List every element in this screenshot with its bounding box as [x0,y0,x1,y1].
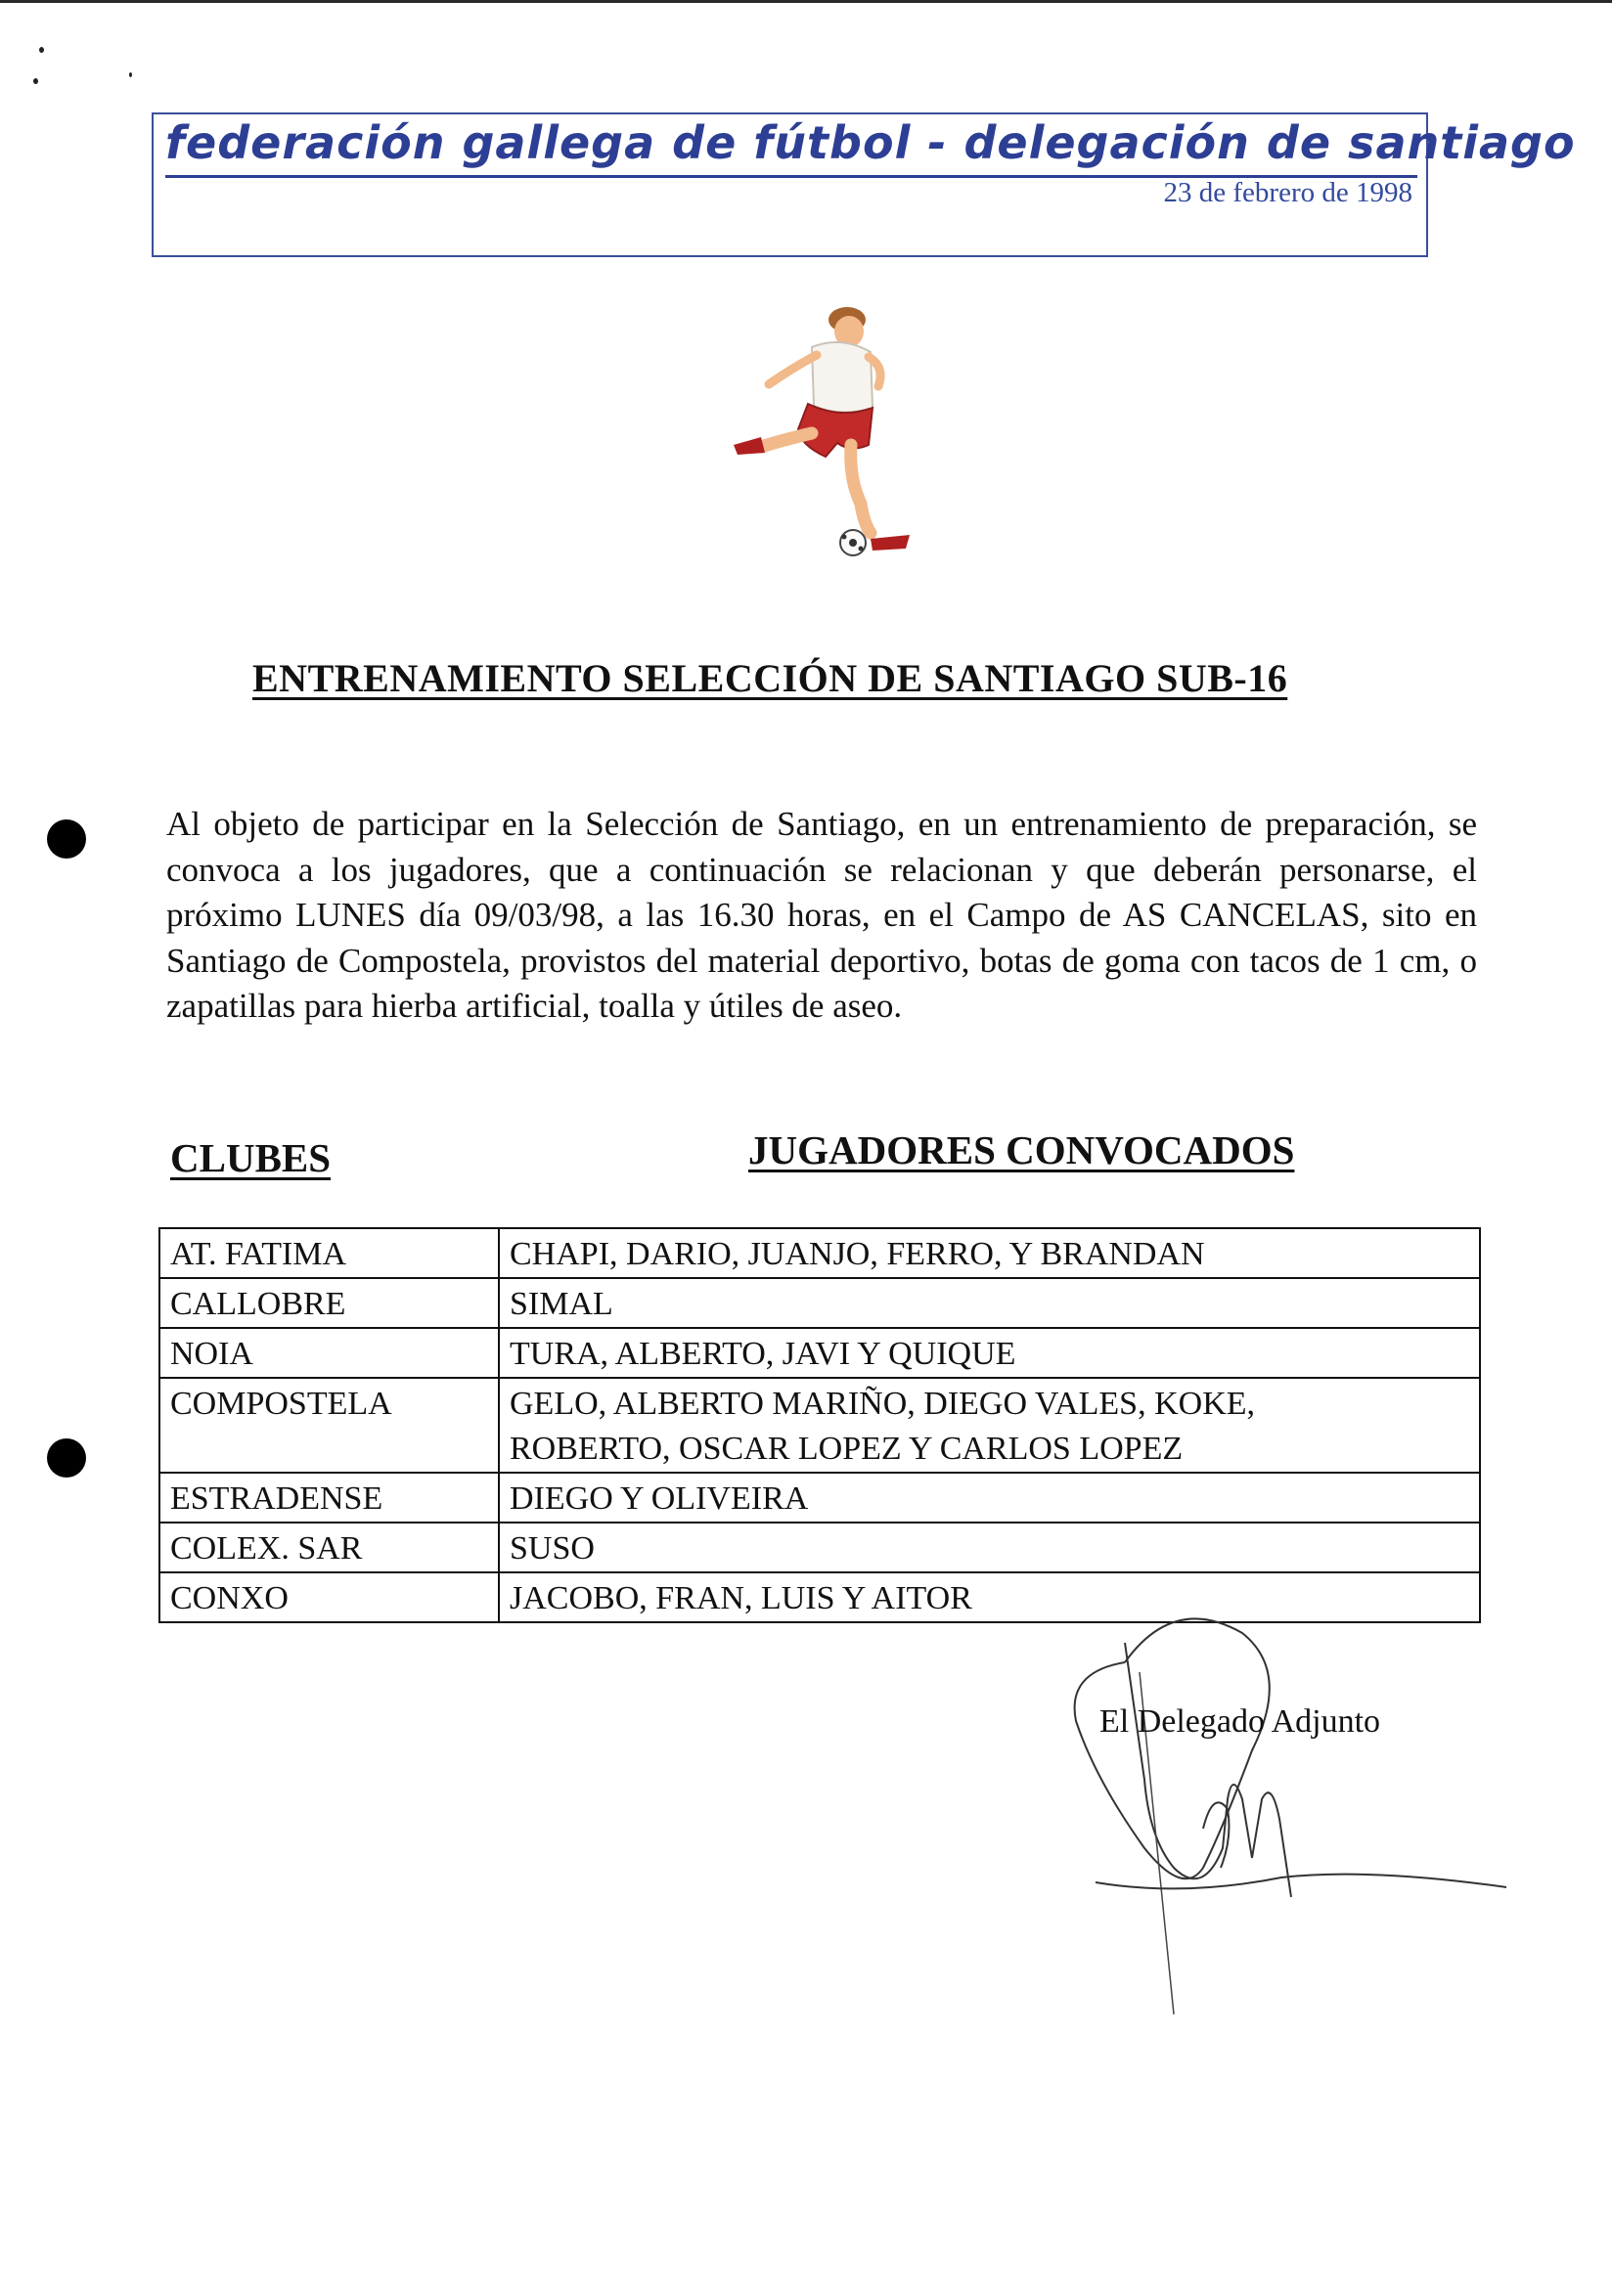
scan-speck [129,72,132,77]
players-cell: SUSO [499,1523,1480,1572]
players-cell: SIMAL [499,1278,1480,1328]
clubs-heading: CLUBES [170,1135,332,1180]
scan-speck [39,47,44,53]
top-border-line [0,0,1612,3]
club-cell: NOIA [159,1328,499,1378]
document-date: 23 de febrero de 1998 [1163,177,1412,208]
scan-speck [33,78,38,84]
table-row [159,1278,1480,1328]
table-row [159,1228,1480,1278]
players-cell: TURA, ALBERTO, JAVI Y QUIQUE [499,1328,1480,1378]
table-row [159,1328,1480,1378]
players-cell: DIEGO Y OLIVEIRA [499,1473,1480,1523]
club-cell: CONXO [159,1572,499,1622]
soccer-player-kicking-icon [704,298,929,567]
signature-role: El Delegado Adjunto [1099,1703,1381,1740]
club-cell: CALLOBRE [159,1278,499,1328]
club-cell: COLEX. SAR [159,1523,499,1572]
organization-name: federación gallega de fútbol - delegación de santiago [165,116,1576,169]
document-title: ENTRENAMIENTO SELECCIÓN DE SANTIAGO SUB-16 [252,656,1288,700]
body-paragraph: Al objeto de participar en la Selección de Santiago, en un entrenamiento de preparación, se convoca a los jugadores, que a continuación se relacionan y que deberán personarse, el próximo LUNES día 09/03/98, a las 16.30 horas, en el Campo de AS CANCELAS, sito en Santiago de Compostela, provistos del material deportivo, botas de goma con tacos de 1 cm, o zapatillas para hierba artificial, toalla y útiles de aseo. [166,805,1477,1025]
table-row [159,1378,1480,1473]
punch-hole-bottom [47,1438,86,1478]
table-row [159,1523,1480,1572]
punch-hole-top [47,819,86,859]
table-row [159,1473,1480,1523]
players-heading: JUGADORES CONVOCADOS [748,1127,1295,1172]
letterhead-box [152,112,1576,257]
club-cell: COMPOSTELA [159,1378,499,1473]
handwritten-signature [1056,1604,1526,2034]
club-cell: ESTRADENSE [159,1473,499,1523]
players-cell: CHAPI, DARIO, JUANJO, FERRO, Y BRANDAN [499,1228,1480,1278]
roster-table [158,1227,1481,1623]
club-cell: AT. FATIMA [159,1228,499,1278]
players-cell: JACOBO, FRAN, LUIS Y AITOR [499,1572,1480,1622]
players-cell: GELO, ALBERTO MARIÑO, DIEGO VALES, KOKE, ROBERTO, OSCAR LOPEZ Y CARLOS LOPEZ [499,1378,1480,1473]
